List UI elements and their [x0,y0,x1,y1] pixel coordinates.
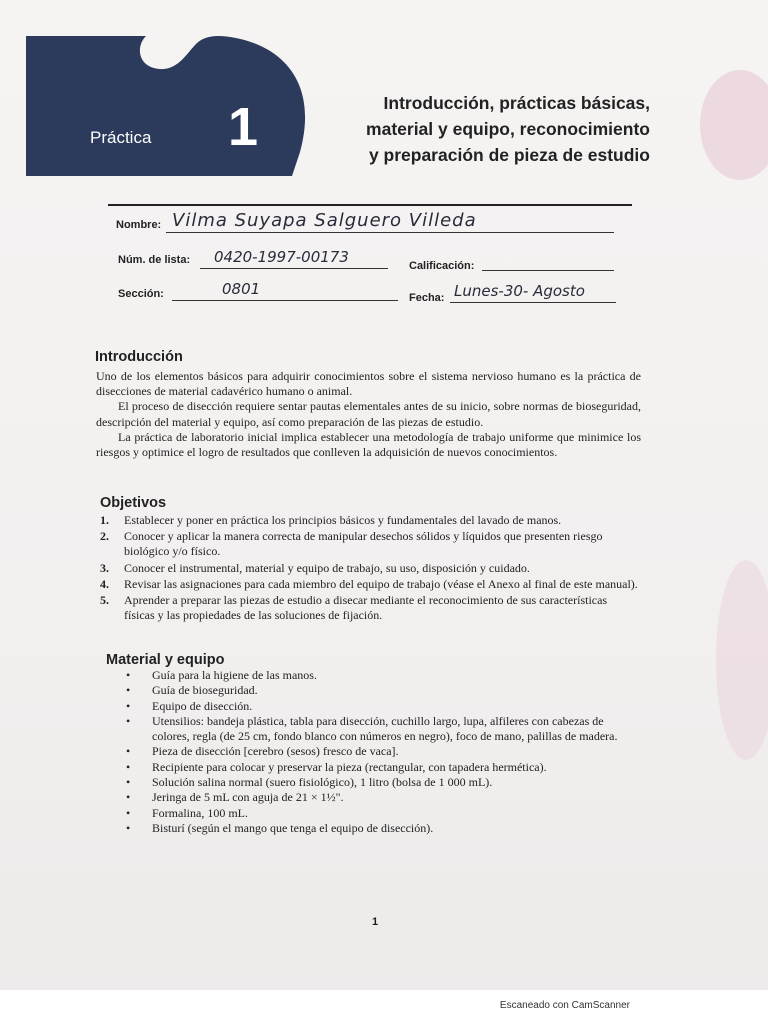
bullet-icon: • [126,668,131,682]
title-line: y preparación de pieza de estudio [368,145,650,165]
item-text: Revisar las asignaciones para cada miembro del equipo de trabajo (véase el Anexo al final de este manual). [124,576,638,591]
list-item [100,577,640,592]
date-label: Fecha: [409,292,445,304]
scanner-footer [0,990,768,1024]
bullet-icon: • [126,820,131,835]
name-label: Nombre: [116,219,162,231]
item-text: Establecer y poner en práctica los principios básicos y fundamentales del lavado de manos. [124,513,562,527]
item-text: Guía de bioseguridad. [152,683,258,698]
title-line: Introducción, prácticas básicas, [383,93,650,113]
item-text: Conocer y aplicar la manera correcta de manipular desechos sólidos y líquidos que presenten riesgo biológico y/o físico. [124,529,603,559]
item-text: Conocer el instrumental, material y equipo de trabajo, su uso, disposición y cuidado. [124,560,530,575]
item-text: Solución salina normal (suero fisiológico), 1 litro (bolsa de 1 000 mL). [152,775,493,790]
materials-list [126,668,641,836]
section-label: Sección: [118,288,164,300]
scan-stain [716,560,768,760]
intro-text [96,369,641,460]
bullet-icon: • [126,759,131,774]
item-text: Pieza de disección [cerebro (sesos) fresco de vaca]. [152,744,399,759]
list-item [126,821,641,836]
date-line [450,302,616,303]
item-text: Recipiente para colocar y preservar la pieza (rectangular, con tapadera hermética). [152,759,547,774]
list-item [100,561,640,576]
bullet-icon: • [126,744,131,759]
list-item [100,513,640,528]
header-divider [108,204,632,206]
bullet-icon: • [126,790,131,805]
scan-stain [700,70,768,180]
intro-paragraph: El proceso de disección requiere sentar pautas elementales antes de su inicio, sobre normas de bioseguridad, descripción del material y equipo, así como preparación de las piezas de estudio. [96,399,641,429]
practice-label: Práctica [90,128,152,147]
item-number: 5. [100,593,109,608]
item-text: Formalina, 100 mL. [152,805,248,820]
scanner-watermark: Escaneado con CamScanner [499,1000,630,1011]
section-value: 0801 [222,280,261,298]
bullet-icon: • [126,713,131,728]
date-value: Lunes-30- Agosto [454,282,585,300]
list-item [126,744,641,759]
practice-banner [26,36,326,176]
item-text: Guía para la higiene de las manos. [152,668,317,682]
name-value: Vilma Suyapa Salguero Villeda [172,210,477,231]
item-text: Equipo de disección. [152,698,253,713]
item-text: Utensilios: bandeja plástica, tabla para disección, cuchillo largo, lupa, alfileres con cabezas de colores, regla (de 25 cm, fondo blanco con números en negro), foco de mano, palillas de madera. [152,713,618,744]
list-item [100,529,640,559]
list-item [126,790,641,805]
list-item [126,714,641,745]
bullet-icon: • [126,775,131,790]
list-number-label: Núm. de lista: [118,254,191,266]
practice-number: 1 [228,97,259,157]
item-text: Jeringa de 5 mL con aguja de 21 × 1½". [152,790,344,805]
list-item [126,806,641,821]
title-line: material y equipo, reconocimiento [366,119,650,139]
list-item [100,593,640,623]
intro-paragraph: Uno de los elementos básicos para adquirir conocimientos sobre el sistema nervioso humano es la práctica de disecciones de material cadavérico humano o animal. [96,369,641,399]
bullet-icon: • [126,683,131,698]
list-item [126,699,641,714]
list-item [126,683,641,698]
list-item [126,668,641,683]
intro-heading: Introducción [95,349,183,365]
list-number-value: 0420-1997-00173 [214,248,349,266]
bullet-icon: • [126,698,131,713]
item-number: 2. [100,529,109,544]
item-number: 1. [100,513,109,527]
list-item [126,760,641,775]
item-text: Bisturí (según el mango que tenga el equipo de disección). [152,820,434,835]
item-number: 4. [100,576,109,591]
page-number: 1 [372,916,379,928]
intro-paragraph: La práctica de laboratorio inicial implica establecer una metodología de trabajo uniforme que minimice los riesgos y optimice el logro de resultados que conlleven la adquisición de nuevos conocimientos. [96,429,641,460]
item-text: Aprender a preparar las piezas de estudio a disecar mediante el reconocimiento de sus características físicas y las propiedades de las soluciones de fijación. [124,593,608,623]
objectives-list [100,513,640,624]
list-number-line [200,268,388,269]
name-line [166,232,614,233]
list-item [126,775,641,790]
grade-line [482,270,614,271]
bullet-icon: • [126,805,131,820]
objectives-heading: Objetivos [100,495,167,511]
materials-heading: Material y equipo [106,652,225,668]
page-title [340,90,650,168]
section-line [172,300,398,301]
item-number: 3. [100,560,109,575]
grade-label: Calificación: [409,260,475,272]
banner-shape [26,36,326,176]
